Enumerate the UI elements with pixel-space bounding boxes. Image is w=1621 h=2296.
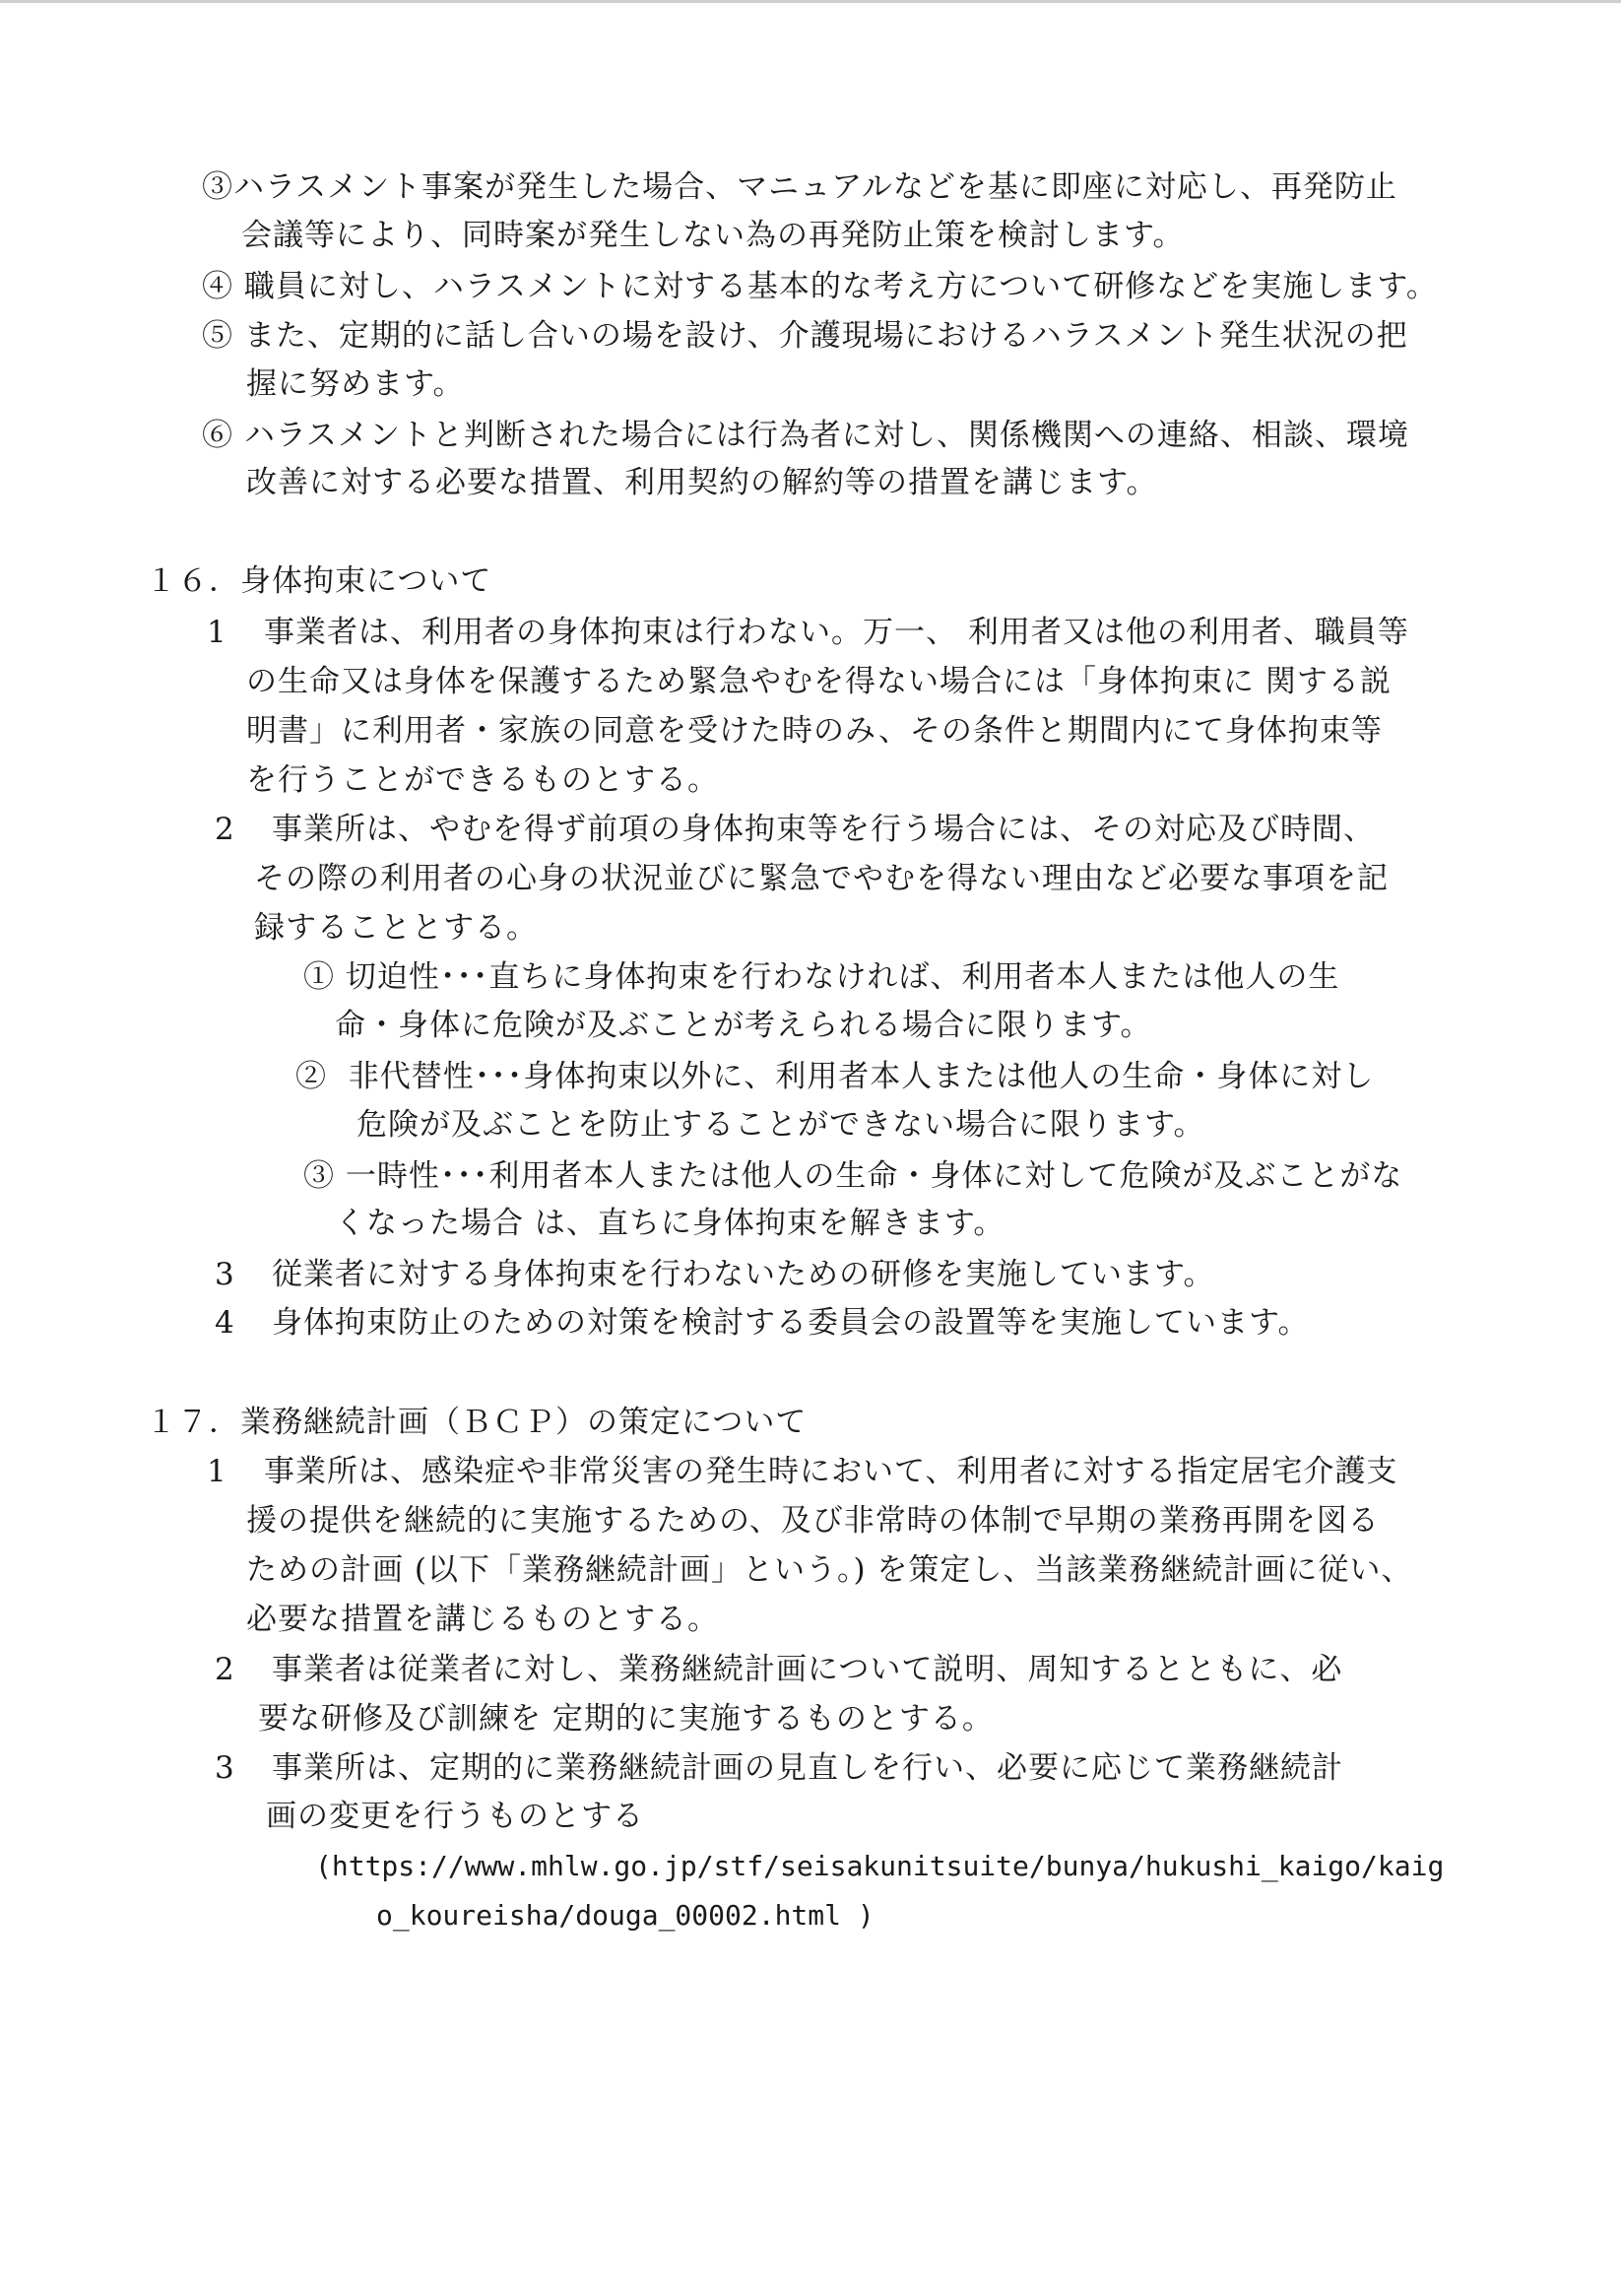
harassment-item5-line2: 握に努めます。 <box>246 366 465 402</box>
section17-url-line2: o_koureisha/douga_00002.html ) <box>376 1899 875 1932</box>
section17-url-line1: (https://www.mhlw.go.jp/stf/seisakunitsuite/bunya/hukushi_kaigo/kaig <box>315 1850 1445 1882</box>
section16-item3-num: 3 <box>215 1257 235 1292</box>
section16-item1-line1: 事業者は、利用者の身体拘束は行わない。万一、 利用者又は他の利用者、職員等 <box>264 615 1409 650</box>
harassment-item6-line2: 改善に対する必要な措置、利用契約の解約等の措置を講じます。 <box>246 465 1158 500</box>
section16-heading: １６．身体拘束について <box>146 563 492 599</box>
section16-sub2-line2: 危険が及ぶことを防止することができない場合に限ります。 <box>357 1107 1205 1143</box>
section16-item1-line4: を行うことができるものとする。 <box>246 762 719 798</box>
section16-item2-line3: 録することとする。 <box>254 910 538 946</box>
section16-item1-line2: の生命又は身体を保護するため緊急やむを得ない場合には「身体拘束に 関する説 <box>246 664 1392 699</box>
section16-item2-line1: 事業所は、やむを得ず前項の身体拘束等を行う場合には、その対応及び時間、 <box>272 812 1375 847</box>
harassment-item5-line1: ⑤ また、定期的に話し合いの場を設け、介護現場におけるハラスメント発生状況の把 <box>202 318 1408 354</box>
section17-item3-num: 3 <box>215 1750 235 1786</box>
section17-item1-num: 1 <box>207 1454 227 1489</box>
section17-item2-num: 2 <box>215 1652 235 1687</box>
harassment-item6-line1: ⑥ ハラスメントと判断された場合には行為者に対し、関係機関への連絡、相談、環境 <box>202 418 1409 453</box>
section16-sub3-line2: くなった場合 は、直ちに身体拘束を解きます。 <box>335 1206 1005 1241</box>
section16-item2-line2: その際の利用者の心身の状況並びに緊急でやむを得ない理由など必要な事項を記 <box>254 861 1389 896</box>
harassment-item3-line2: 会議等により、同時案が発生しない為の再発防止策を検討します。 <box>241 218 1185 253</box>
section16-sub1-line2: 命・身体に危険が及ぶことが考えられる場合に限ります。 <box>335 1008 1152 1043</box>
section16-sub1-line1: ① 切迫性･･･直ちに身体拘束を行わなければ、利用者本人または他人の生 <box>303 959 1340 995</box>
section17-heading: １７．業務継続計画（ＢＣＰ）の策定について <box>146 1405 808 1440</box>
section17-item2-line1: 事業者は従業者に対し、業務継続計画について説明、周知するとともに、必 <box>272 1652 1343 1687</box>
section16-sub3-line1: ③ 一時性･･･利用者本人または他人の生命・身体に対して危険が及ぶことがな <box>303 1158 1403 1194</box>
harassment-item4-line1: ④ 職員に対し、ハラスメントに対する基本的な考え方について研修などを実施します。 <box>202 269 1438 304</box>
section16-item2-num: 2 <box>215 812 235 847</box>
section16-sub2-line1: ② 非代替性･･･身体拘束以外に、利用者本人または他人の生命・身体に対し <box>295 1059 1375 1094</box>
section17-item1-line4: 必要な措置を講じるものとする。 <box>246 1602 719 1637</box>
section17-item1-line1: 事業所は、感染症や非常災害の発生時において、利用者に対する指定居宅介護支 <box>264 1454 1398 1489</box>
page-top-rule <box>0 0 1621 3</box>
section17-item3-line2: 画の変更を行うものとする <box>266 1799 644 1834</box>
section17-item2-line2: 要な研修及び訓練を 定期的に実施するものとする。 <box>258 1701 994 1737</box>
section16-item4-line1: 身体拘束防止のための対策を検討する委員会の設置等を実施しています。 <box>272 1305 1310 1341</box>
section16-item3-line1: 従業者に対する身体拘束を行わないための研修を実施しています。 <box>272 1257 1215 1292</box>
section17-item1-line3: ための計画 (以下「業務継続計画」という。) を策定し、当該業務継続計画に従い、 <box>246 1552 1413 1588</box>
section17-item1-line2: 援の提供を継続的に実施するための、及び非常時の体制で早期の業務再開を図る <box>246 1503 1380 1539</box>
section16-item1-line3: 明書」に利用者・家族の同意を受けた時のみ、その条件と期間内にて身体拘束等 <box>246 713 1383 749</box>
section17-item3-line1: 事業所は、定期的に業務継続計画の見直しを行い、必要に応じて業務継続計 <box>272 1750 1343 1786</box>
harassment-item3-line1: ③ハラスメント事案が発生した場合、マニュアルなどを基に即座に対応し、再発防止 <box>202 169 1397 205</box>
section16-item4-num: 4 <box>215 1305 235 1341</box>
section16-item1-num: 1 <box>207 615 227 650</box>
